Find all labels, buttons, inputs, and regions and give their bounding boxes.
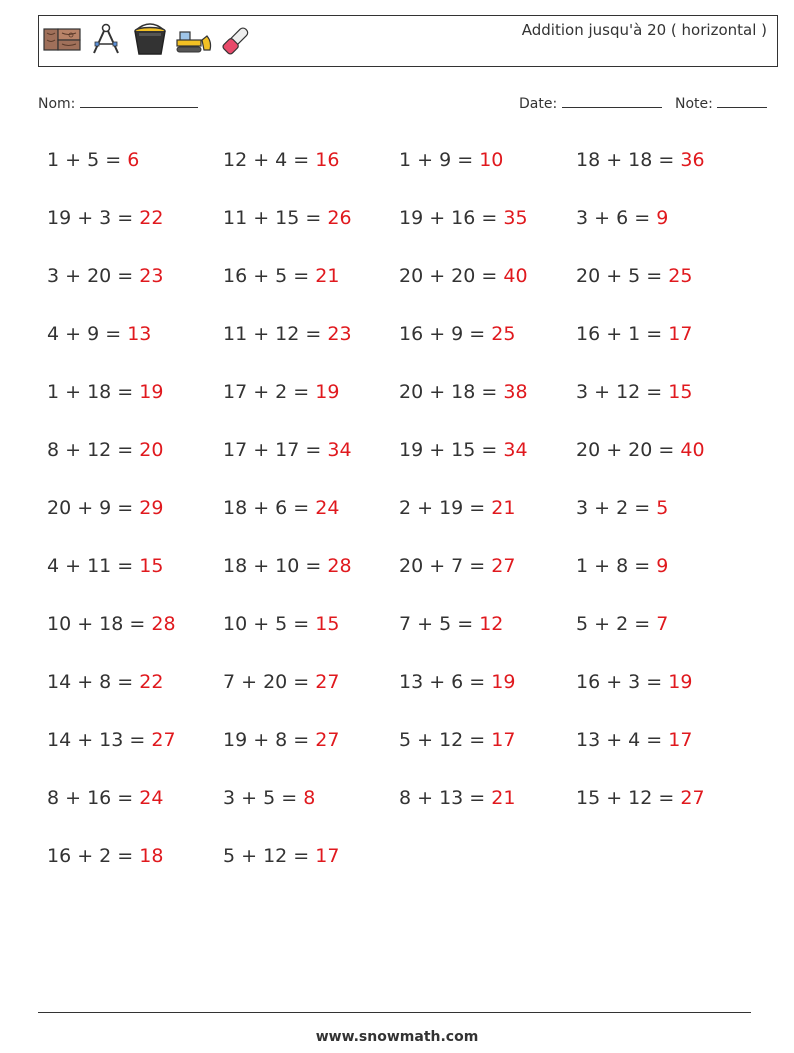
name-label: Nom: xyxy=(38,96,76,112)
problem-answer: 34 xyxy=(327,439,352,461)
problem-equation: 3 + 12 = xyxy=(576,381,669,403)
problem-equation: 19 + 8 = xyxy=(223,729,316,751)
problem-item xyxy=(576,490,756,548)
problem-answer: 8 xyxy=(303,787,316,809)
problem-answer: 23 xyxy=(139,265,164,287)
problem-equation: 16 + 5 = xyxy=(223,265,316,287)
problem-item xyxy=(47,664,223,722)
problem-equation: 1 + 5 = xyxy=(47,149,128,171)
problem-item xyxy=(399,142,576,200)
problem-item xyxy=(47,606,223,664)
problem-item xyxy=(47,722,223,780)
problem-answer: 6 xyxy=(127,149,140,171)
problem-equation: 8 + 16 = xyxy=(47,787,140,809)
problem-equation: 4 + 9 = xyxy=(47,323,128,345)
problem-answer: 19 xyxy=(491,671,516,693)
problem-equation: 5 + 2 = xyxy=(576,613,657,635)
problem-answer: 17 xyxy=(491,729,516,751)
problem-item xyxy=(576,258,756,316)
worksheet-title: Addition jusqu'à 20 ( horizontal ) xyxy=(521,21,767,39)
problem-answer: 21 xyxy=(491,497,516,519)
problem-equation: 5 + 12 = xyxy=(223,845,316,867)
problem-item xyxy=(576,142,756,200)
problem-equation: 15 + 12 = xyxy=(576,787,681,809)
problem-item xyxy=(399,780,576,838)
problem-answer: 18 xyxy=(139,845,164,867)
problem-item xyxy=(399,432,576,490)
problem-equation: 20 + 18 = xyxy=(399,381,504,403)
problem-item xyxy=(399,200,576,258)
problem-item xyxy=(576,722,756,780)
problem-equation: 18 + 10 = xyxy=(223,555,328,577)
problem-item xyxy=(576,374,756,432)
problem-item xyxy=(576,316,756,374)
problem-equation: 10 + 18 = xyxy=(47,613,152,635)
problem-answer: 17 xyxy=(668,729,693,751)
problem-answer: 17 xyxy=(315,845,340,867)
chainsaw-icon xyxy=(219,20,257,58)
problem-equation: 3 + 2 = xyxy=(576,497,657,519)
problem-answer: 27 xyxy=(315,729,340,751)
problem-answer: 7 xyxy=(656,613,669,635)
problem-answer: 9 xyxy=(656,207,669,229)
problem-equation: 8 + 12 = xyxy=(47,439,140,461)
problem-item xyxy=(576,200,756,258)
problem-item xyxy=(223,432,399,490)
problem-equation: 1 + 8 = xyxy=(576,555,657,577)
problem-answer: 16 xyxy=(315,149,340,171)
problem-answer: 20 xyxy=(139,439,164,461)
problem-item xyxy=(47,548,223,606)
problem-equation: 7 + 20 = xyxy=(223,671,316,693)
problem-item xyxy=(223,548,399,606)
problem-answer: 22 xyxy=(139,671,164,693)
problem-equation: 5 + 12 = xyxy=(399,729,492,751)
problem-answer: 21 xyxy=(491,787,516,809)
problem-equation: 3 + 20 = xyxy=(47,265,140,287)
problem-answer: 27 xyxy=(491,555,516,577)
problem-equation: 19 + 3 = xyxy=(47,207,140,229)
problem-answer: 25 xyxy=(668,265,693,287)
problem-item xyxy=(223,200,399,258)
problem-answer: 28 xyxy=(151,613,176,635)
bucket-icon xyxy=(131,20,169,58)
bulldozer-icon xyxy=(175,20,213,58)
problem-item xyxy=(576,780,756,838)
problem-equation: 16 + 2 = xyxy=(47,845,140,867)
problem-item xyxy=(47,838,223,896)
note-field xyxy=(675,93,767,112)
problem-item xyxy=(47,142,223,200)
problem-item xyxy=(223,374,399,432)
problem-equation: 20 + 9 = xyxy=(47,497,140,519)
problem-item xyxy=(223,316,399,374)
problem-equation: 1 + 18 = xyxy=(47,381,140,403)
problem-item xyxy=(399,316,576,374)
problem-answer: 28 xyxy=(327,555,352,577)
problem-answer: 24 xyxy=(315,497,340,519)
problem-equation: 3 + 5 = xyxy=(223,787,304,809)
problem-item xyxy=(399,548,576,606)
problem-item xyxy=(399,606,576,664)
problem-answer: 40 xyxy=(503,265,528,287)
problem-equation: 8 + 13 = xyxy=(399,787,492,809)
problem-equation: 18 + 6 = xyxy=(223,497,316,519)
problem-equation: 11 + 12 = xyxy=(223,323,328,345)
problem-answer: 24 xyxy=(139,787,164,809)
problem-equation: 10 + 5 = xyxy=(223,613,316,635)
problem-item xyxy=(47,258,223,316)
problem-item xyxy=(223,664,399,722)
problem-item xyxy=(47,780,223,838)
problem-item xyxy=(223,606,399,664)
problem-equation: 19 + 15 = xyxy=(399,439,504,461)
problem-item xyxy=(399,664,576,722)
problem-item xyxy=(47,316,223,374)
problem-item xyxy=(576,432,756,490)
name-line[interactable] xyxy=(80,93,198,108)
problem-equation: 12 + 4 = xyxy=(223,149,316,171)
problem-answer: 26 xyxy=(327,207,352,229)
problem-answer: 9 xyxy=(656,555,669,577)
problem-item xyxy=(223,780,399,838)
problem-equation: 13 + 6 = xyxy=(399,671,492,693)
problem-item xyxy=(399,490,576,548)
problem-answer: 27 xyxy=(151,729,176,751)
problem-item xyxy=(399,258,576,316)
problem-answer: 10 xyxy=(479,149,504,171)
problem-answer: 25 xyxy=(491,323,516,345)
problem-equation: 14 + 8 = xyxy=(47,671,140,693)
problem-equation: 13 + 4 = xyxy=(576,729,669,751)
problem-answer: 12 xyxy=(479,613,504,635)
problem-item xyxy=(223,142,399,200)
name-field xyxy=(38,93,198,112)
problem-answer: 19 xyxy=(668,671,693,693)
date-field xyxy=(519,93,662,112)
problem-equation: 11 + 15 = xyxy=(223,207,328,229)
problem-equation: 4 + 11 = xyxy=(47,555,140,577)
compass-icon xyxy=(87,20,125,58)
problem-item xyxy=(223,258,399,316)
problem-answer: 15 xyxy=(315,613,340,635)
problem-answer: 23 xyxy=(327,323,352,345)
footer-divider xyxy=(38,1012,751,1013)
note-label: Note: xyxy=(675,96,713,112)
problem-equation: 16 + 1 = xyxy=(576,323,669,345)
problem-equation: 20 + 20 = xyxy=(576,439,681,461)
problem-answer: 15 xyxy=(139,555,164,577)
problem-item xyxy=(223,722,399,780)
problem-answer: 35 xyxy=(503,207,528,229)
problem-answer: 34 xyxy=(503,439,528,461)
worksheet-header xyxy=(38,15,778,67)
note-line[interactable] xyxy=(717,93,767,108)
problem-equation: 20 + 7 = xyxy=(399,555,492,577)
problem-answer: 40 xyxy=(680,439,705,461)
problem-item xyxy=(47,432,223,490)
problem-item xyxy=(223,490,399,548)
problem-equation: 17 + 17 = xyxy=(223,439,328,461)
problem-equation: 7 + 5 = xyxy=(399,613,480,635)
problem-answer: 13 xyxy=(127,323,152,345)
problem-equation: 14 + 13 = xyxy=(47,729,152,751)
problem-equation: 19 + 16 = xyxy=(399,207,504,229)
problem-answer: 29 xyxy=(139,497,164,519)
problem-answer: 21 xyxy=(315,265,340,287)
problem-answer: 27 xyxy=(680,787,705,809)
header-icons xyxy=(43,20,257,58)
date-label: Date: xyxy=(519,96,558,112)
problem-equation: 17 + 2 = xyxy=(223,381,316,403)
problem-equation: 2 + 19 = xyxy=(399,497,492,519)
problem-answer: 19 xyxy=(139,381,164,403)
problem-item xyxy=(399,722,576,780)
problem-item xyxy=(47,200,223,258)
problem-answer: 17 xyxy=(668,323,693,345)
problem-equation: 18 + 18 = xyxy=(576,149,681,171)
problem-answer: 38 xyxy=(503,381,528,403)
problem-equation: 3 + 6 = xyxy=(576,207,657,229)
problem-answer: 27 xyxy=(315,671,340,693)
problems-grid xyxy=(47,142,767,896)
problem-item xyxy=(223,838,399,896)
problem-equation: 16 + 9 = xyxy=(399,323,492,345)
problem-answer: 19 xyxy=(315,381,340,403)
problem-answer: 5 xyxy=(656,497,669,519)
problem-equation: 20 + 20 = xyxy=(399,265,504,287)
problem-item xyxy=(399,374,576,432)
problem-item xyxy=(576,664,756,722)
problem-equation: 20 + 5 = xyxy=(576,265,669,287)
problem-equation: 16 + 3 = xyxy=(576,671,669,693)
problem-answer: 22 xyxy=(139,207,164,229)
problem-answer: 36 xyxy=(680,149,705,171)
problem-item xyxy=(576,548,756,606)
wood-planks-icon xyxy=(43,20,81,58)
problem-equation: 1 + 9 = xyxy=(399,149,480,171)
problem-answer: 15 xyxy=(668,381,693,403)
problem-item xyxy=(47,374,223,432)
problem-item xyxy=(47,490,223,548)
problem-item xyxy=(576,606,756,664)
footer-url: www.snowmath.com xyxy=(315,1029,479,1045)
date-line[interactable] xyxy=(562,93,662,108)
